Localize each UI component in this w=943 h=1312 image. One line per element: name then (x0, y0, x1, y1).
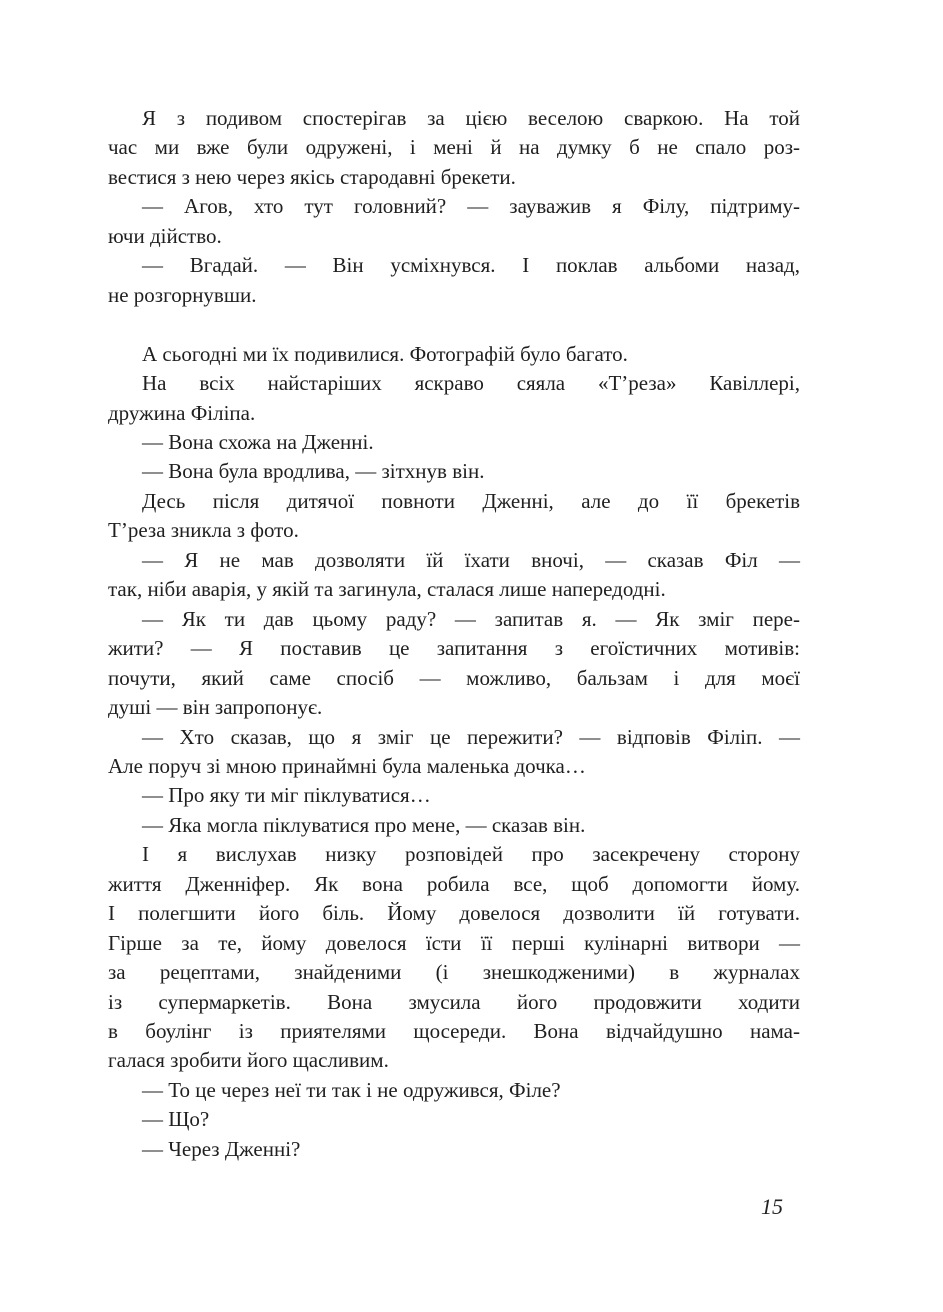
text-line: — Я не мав дозволяти їй їхати вночі, — сказав Філ — (142, 547, 800, 572)
paragraph (108, 192, 800, 251)
paragraph (108, 811, 800, 840)
text-line: жити? — Я поставив це запитання з егоїстичних мотивів: (108, 636, 800, 661)
text-line: — Як ти дав цьому раду? — запитав я. — Як зміг пере- (142, 606, 800, 631)
paragraph (108, 546, 800, 605)
paragraph (108, 428, 800, 457)
text-line: вестися з нею через якісь стародавні брекети. (108, 164, 516, 189)
paragraph (108, 1105, 800, 1134)
text-line: Десь після дитячої повноти Дженні, але до її брекетів (142, 488, 800, 513)
paragraph (108, 723, 800, 782)
text-line: — Хто сказав, що я зміг це пережити? — відповів Філіп. — (142, 724, 800, 749)
paragraph (108, 487, 800, 546)
text-line: — Вгадай. — Він усміхнувся. І поклав альбоми назад, (142, 253, 800, 278)
text-line: — Через Дженні? (142, 1136, 301, 1161)
paragraph (108, 605, 800, 723)
text-line: почути, який саме спосіб — можливо, бальзам і для моєї (108, 665, 800, 690)
text-line: так, ніби аварія, у якій та загинула, сталася лише напередодні. (108, 577, 666, 602)
scene-break (108, 310, 800, 339)
text-line: дружина Філіпа. (108, 400, 256, 425)
paragraph (108, 781, 800, 810)
text-line: ючи дійство. (108, 223, 222, 248)
text-line: — Яка могла піклуватися про мене, — сказав він. (142, 812, 586, 837)
paragraph (108, 840, 800, 1076)
text-line: Я з подивом спостерігав за цією веселою сваркою. На той (142, 106, 800, 130)
text-line: — То це через неї ти так і не одружився, Філе? (142, 1077, 561, 1102)
text-line: Т’реза зникла з фото. (108, 518, 299, 543)
paragraph (108, 1135, 800, 1164)
text-line: не розгорнувши. (108, 282, 257, 307)
text-block (108, 104, 800, 1164)
text-line: життя Дженніфер. Як вона робила все, щоб допомогти йому. (108, 871, 800, 896)
paragraph (108, 1076, 800, 1105)
paragraph (108, 251, 800, 310)
text-line: час ми вже були одружені, і мені й на думку б не спало роз- (108, 135, 800, 160)
text-line: душі — він запропонує. (108, 695, 323, 720)
text-line: — Вона схожа на Дженні. (142, 429, 374, 454)
text-line: — Що? (142, 1107, 210, 1132)
paragraph (108, 104, 800, 192)
text-line: На всіх найстаріших яскраво сяяла «Т’реза» Кавіллері, (142, 371, 800, 396)
page-number: 15 (761, 1194, 783, 1219)
text-line: І полегшити його біль. Йому довелося дозволити їй готувати. (108, 901, 800, 926)
text-line: — Про яку ти міг піклуватися… (142, 783, 431, 808)
paragraph (108, 457, 800, 486)
text-line: — Вона була вродлива, — зітхнув він. (142, 459, 485, 484)
paragraph (108, 340, 800, 369)
text-line: І я вислухав низку розповідей про засекречену сторону (142, 842, 800, 867)
text-line: із супермаркетів. Вона змусила його продовжити ходити (108, 989, 800, 1014)
text-line: Але поруч зі мною принаймні була маленька дочка… (108, 753, 586, 778)
text-line: за рецептами, знайденими (і знешкодженими) в журналах (108, 960, 800, 985)
text-line: Гірше за те, йому довелося їсти її перші кулінарні витвори — (108, 930, 800, 955)
text-line: — Агов, хто тут головний? — зауважив я Філу, підтриму- (142, 194, 800, 219)
text-line: в боулінг із приятелями щосереди. Вона відчайдушно нама- (108, 1019, 800, 1044)
text-line: А сьогодні ми їх подивилися. Фотографій було багато. (142, 341, 628, 366)
paragraph (108, 369, 800, 428)
text-line: галася зробити його щасливим. (108, 1048, 389, 1073)
